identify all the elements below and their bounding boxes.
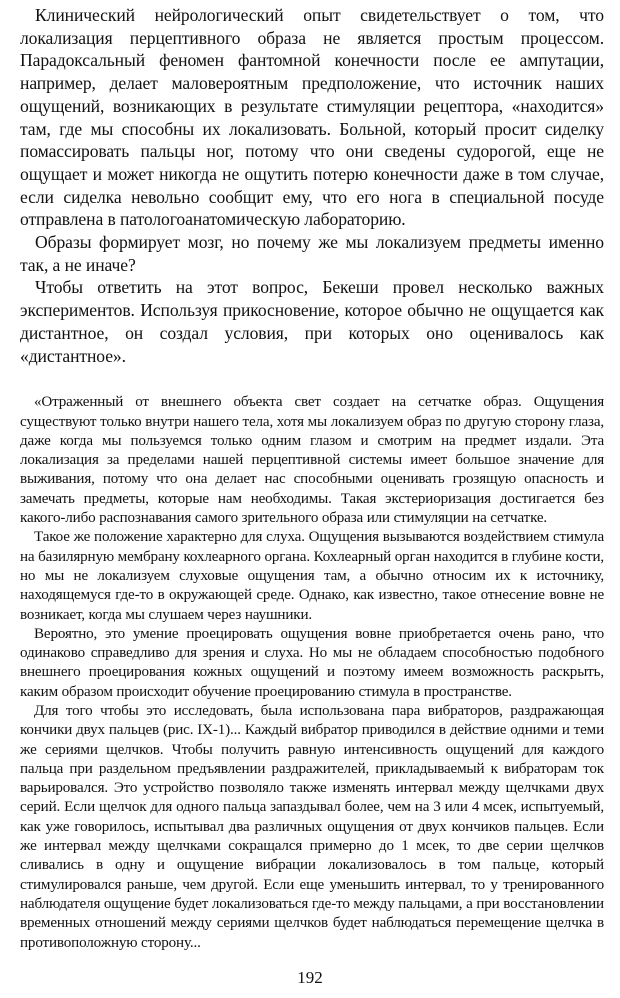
paragraph-phantom-limb: Клинический нейрологический опыт свидетельствует о том, что локализация перцептивного образа не является простым процессом. Парадоксальный феномен фантомной конечности после ее ампутации, например, делает маловероятным предположение, что источник наших ощущений, возникающих в результате стимуляции рецептора, «находится» там, где мы способны их локализовать. Больной, который просит сиделку помассировать пальцы ног, потому что они сведены судорогой, еще не ощущает и может никогда не ощутить потерю конечности даже в том случае, если сиделка невольно сообщит ему, что его нога в специальной посуде отправлена в патологоанатомическую лабораторию.	[20, 5, 604, 230]
page-number: 192	[297, 968, 323, 987]
quoted-passage	[20, 393, 604, 953]
quote-paragraph-vision: «Отраженный от внешнего объекта свет создает на сетчатке образ. Ощущения существуют только внутри нашего тела, хотя мы локализуем образ по другую сторону глаза, даже когда мы пользуемся только одним глазом и смотрим на предмет издали. Эта локализация за пределами нашей перцептивной системы имеет большое значение для выживания, потому что она делает нас способными оценивать грозящую опасность и замечать предметы, которые нам необходимы. Такая экстериоризация достигается без какого-либо распознавания самого зрительного образа или стимуляции на сетчатке.	[20, 394, 604, 527]
quote-paragraph-vibrators: Для того чтобы это исследовать, была использована пара вибраторов, раздражающая кончики двух пальцев (рис. IX-1)... Каждый вибратор приводился в действие одними и теми же сериями щелчков. Чтобы получить равную интенсивность ощущений для каждого пальца при раздельном предъявлении раздражителей, прикладываемый к вибраторам ток варьировался. Это устройство позволяло также изменять интервал между щелчками двух серий. Если щелчок для одного пальца запаздывал более, чем на 3 или 4 мсек, испытуемый, как уже говорилось, испытывал два различных ощущения от двух кончиков пальцев. Если же интервал между щелчками сокращался примерно до 1 мсек, то две серии щелчков сливались в одну и ощущение вибрации локализовалось в том пальце, который стимулировался раньше, чем другой. Если еще уменьшить интервал, то у тренированного наблюдателя ощущение будет локализоваться где-то между пальцами, а при восстановлении временных отношений между сериями щелчков будет наблюдаться перемещение щелчка в противоположную сторону...	[20, 703, 604, 951]
quote-paragraph-projection: Вероятно, это умение проецировать ощущения вовне приобретается очень рано, что одинаково справедливо для зрения и слуха. Но мы не обладаем способностью подобного внешнего проецирования кожных ощущений и поэтому имеем возможность раскрыть, каким образом происходит обучение проецированию стимула в пространстве.	[20, 625, 604, 700]
main-text	[20, 4, 604, 367]
quote-paragraph-hearing: Такое же положение характерно для слуха. Ощущения вызываются воздействием стимула на базилярную мембрану кохлеарного органа. Кохлеарный орган находится в глубине кости, но мы не локализуем слуховые ощущения там, а обычно относим их к источнику, находящемуся где-то в окружающей среде. Однако, как известно, такое отнесение вовне не возникает, когда мы слушаем через наушники.	[20, 529, 604, 623]
paragraph-question: Образы формирует мозг, но почему же мы локализуем предметы именно так, а не иначе?	[20, 232, 604, 275]
paragraph-bekesy-intro: Чтобы ответить на этот вопрос, Бекеши провел несколько важных экспериментов. Используя прикосновение, которое обычно не ощущается как дистантное, он создал условия, при которых оно оценивалось как «дистантное».	[20, 277, 604, 366]
